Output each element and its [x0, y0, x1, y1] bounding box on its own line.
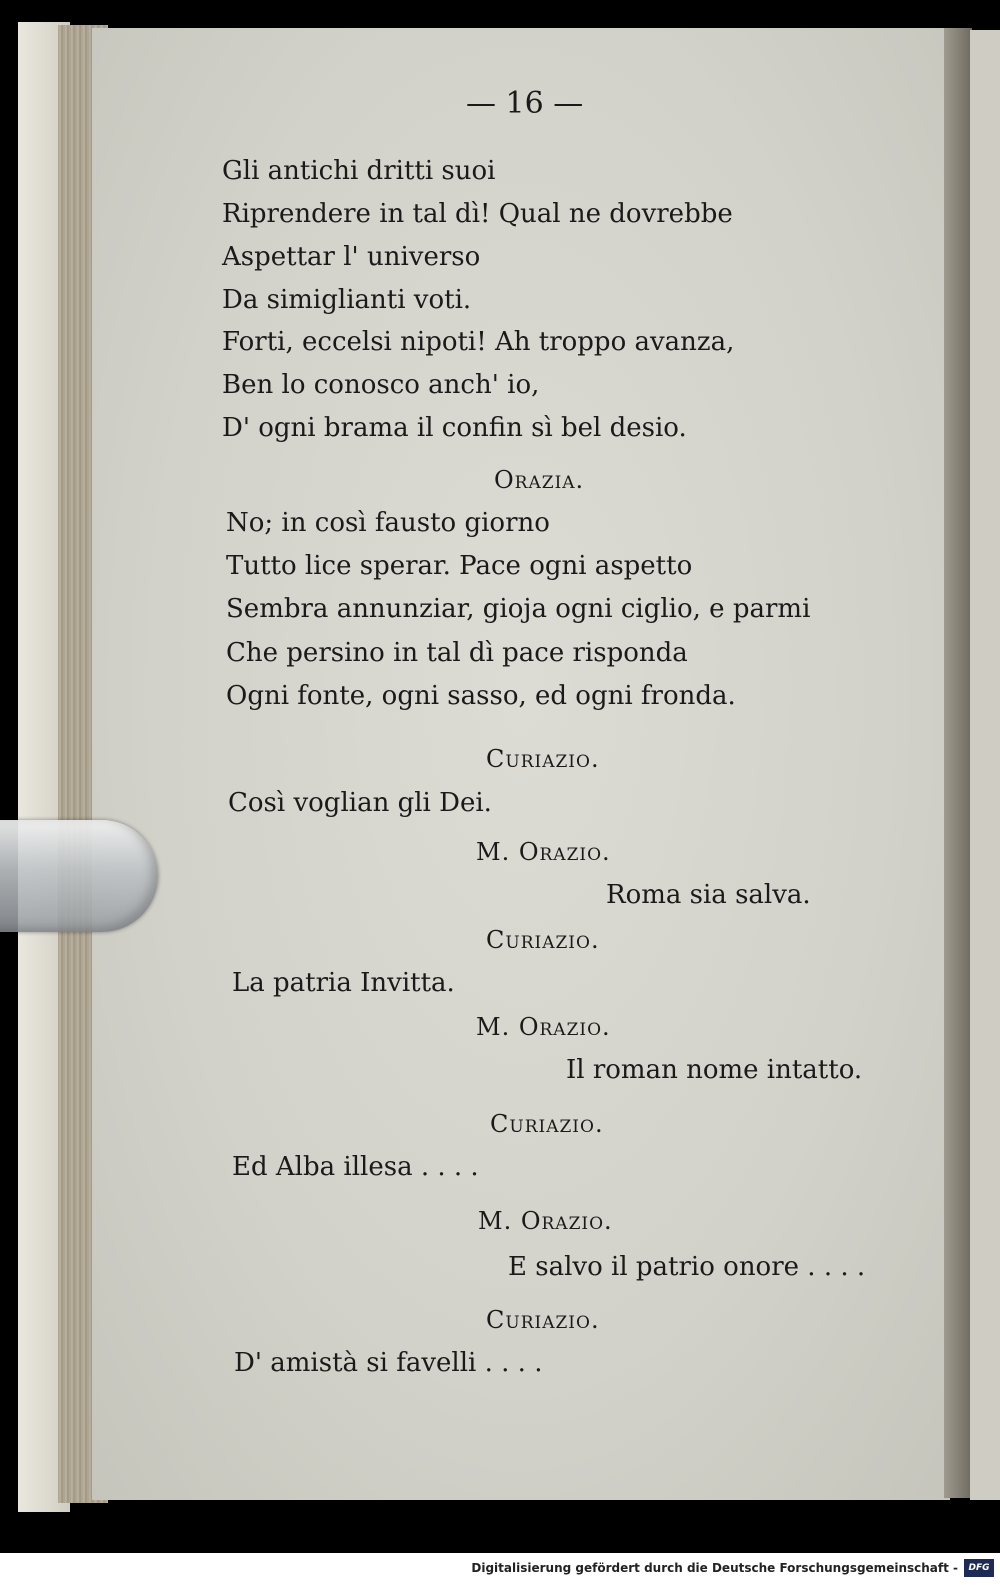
verse-line: D' ogni brama il confin sì bel desio. — [222, 413, 687, 443]
speaker-name: M. Orazio. — [476, 1013, 611, 1041]
verse-line: D' amistà si favelli . . . . — [234, 1348, 543, 1378]
verse-line: Che persino in tal dì pace risponda — [226, 638, 688, 668]
footer-bar — [0, 1553, 1000, 1585]
verse-line: Da simiglianti voti. — [222, 285, 472, 315]
verse-line: Aspettar l' universo — [222, 242, 481, 272]
verse-line: Roma sia salva. — [606, 880, 811, 910]
verse-line: Così voglian gli Dei. — [228, 788, 492, 818]
page-number: — 16 — — [466, 86, 584, 121]
dfg-logo-icon: DFG — [964, 1559, 994, 1577]
verse-line: Gli antichi dritti suoi — [222, 156, 496, 186]
footer-credit: Digitalisierung gefördert durch die Deutsche Forschungsgemeinschaft - — [471, 1561, 958, 1575]
speaker-name: Curiazio. — [490, 1110, 604, 1138]
verse-line: Sembra annunziar, gioja ogni ciglio, e parmi — [226, 594, 811, 624]
speaker-name: Curiazio. — [486, 1306, 600, 1334]
speaker-name: Curiazio. — [486, 745, 600, 773]
verse-line: Ed Alba illesa . . . . — [232, 1152, 479, 1182]
verse-line: Il roman nome intatto. — [566, 1055, 863, 1085]
page-clip — [0, 820, 158, 932]
speaker-name: Orazia. — [494, 466, 585, 494]
verse-line: Tutto lice sperar. Pace ogni aspetto — [226, 551, 693, 581]
verse-line: No; in così fausto giorno — [226, 508, 550, 538]
verse-line: E salvo il patrio onore . . . . — [508, 1252, 866, 1282]
verse-line: Riprendere in tal dì! Qual ne dovrebbe — [222, 199, 733, 229]
verse-line: Ben lo conosco anch' io, — [222, 370, 540, 400]
speaker-name: Curiazio. — [486, 926, 600, 954]
verse-line: La patria Invitta. — [232, 968, 455, 998]
verse-line: Forti, eccelsi nipoti! Ah troppo avanza, — [222, 327, 735, 357]
speaker-name: M. Orazio. — [478, 1207, 613, 1235]
verse-line: Ogni fonte, ogni sasso, ed ogni fronda. — [226, 681, 736, 711]
speaker-name: M. Orazio. — [476, 838, 611, 866]
